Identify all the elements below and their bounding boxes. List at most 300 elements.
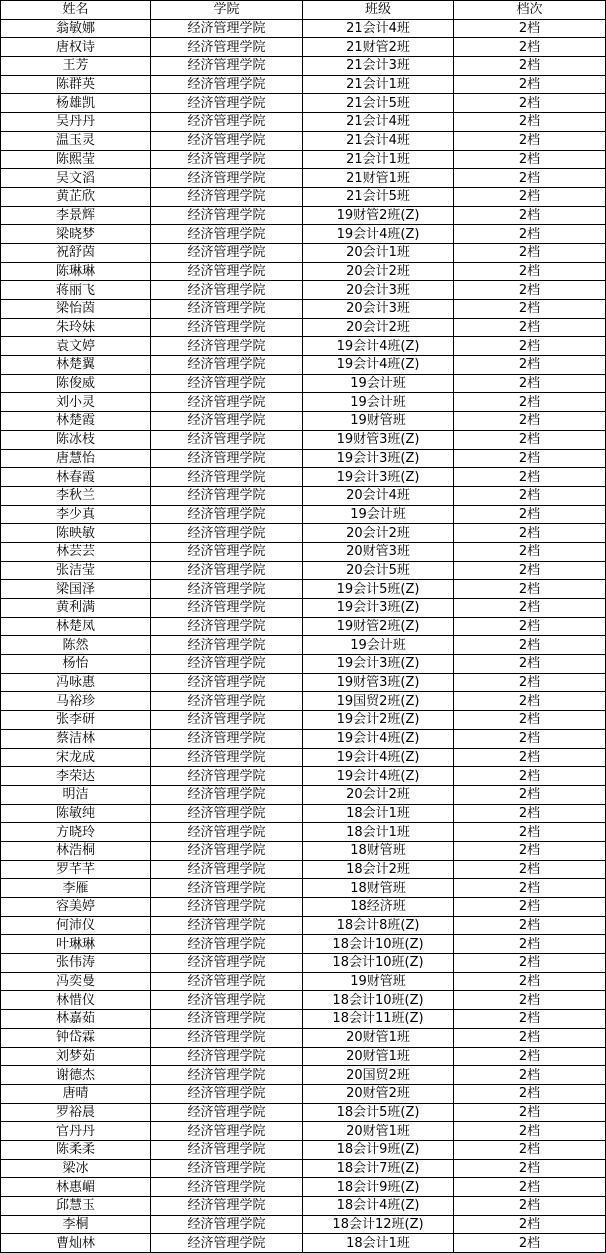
cell-college: 经济管理学院 [151, 57, 303, 76]
table-row [1, 169, 606, 188]
cell-level: 2档 [454, 337, 606, 356]
cell-name: 曹灿林 [1, 1234, 151, 1253]
cell-level: 2档 [454, 972, 606, 991]
cell-college: 经济管理学院 [151, 505, 303, 524]
cell-level: 2档 [454, 412, 606, 431]
cell-name: 杨雄凯 [1, 94, 151, 113]
cell-class: 18会计2班 [303, 860, 454, 879]
cell-college: 经济管理学院 [151, 673, 303, 692]
cell-class: 19财管班 [303, 412, 454, 431]
cell-level: 2档 [454, 879, 606, 898]
cell-name: 李雁 [1, 879, 151, 898]
table-row [1, 916, 606, 935]
cell-level: 2档 [454, 1122, 606, 1141]
header-college: 学院 [151, 1, 303, 20]
cell-class: 19会计班 [303, 636, 454, 655]
cell-name: 陈俊威 [1, 374, 151, 393]
table-row [1, 935, 606, 954]
cell-level: 2档 [454, 468, 606, 487]
cell-name: 林浩桐 [1, 841, 151, 860]
table-row [1, 75, 606, 94]
table-row [1, 1178, 606, 1197]
table-row [1, 823, 606, 842]
table-row [1, 262, 606, 281]
cell-class: 20国贸2班 [303, 1066, 454, 1085]
table-row [1, 1140, 606, 1159]
cell-college: 经济管理学院 [151, 767, 303, 786]
cell-name: 陈然 [1, 636, 151, 655]
cell-college: 经济管理学院 [151, 711, 303, 730]
cell-level: 2档 [454, 729, 606, 748]
cell-name: 李秋兰 [1, 486, 151, 505]
table-row [1, 1028, 606, 1047]
cell-level: 2档 [454, 19, 606, 38]
table-row [1, 617, 606, 636]
cell-name: 陈琳琳 [1, 262, 151, 281]
cell-college: 经济管理学院 [151, 1010, 303, 1029]
cell-college: 经济管理学院 [151, 804, 303, 823]
cell-class: 18会计7班(Z) [303, 1159, 454, 1178]
cell-college: 经济管理学院 [151, 449, 303, 468]
table-row [1, 711, 606, 730]
cell-class: 18会计4班(Z) [303, 1197, 454, 1216]
cell-level: 2档 [454, 1010, 606, 1029]
table-row [1, 300, 606, 319]
cell-class: 20会计5班 [303, 561, 454, 580]
cell-level: 2档 [454, 580, 606, 599]
cell-college: 经济管理学院 [151, 1234, 303, 1253]
table-row [1, 954, 606, 973]
cell-class: 19会计班 [303, 505, 454, 524]
table-row [1, 505, 606, 524]
header-level: 档次 [454, 1, 606, 20]
cell-college: 经济管理学院 [151, 169, 303, 188]
cell-college: 经济管理学院 [151, 243, 303, 262]
cell-class: 21会计4班 [303, 19, 454, 38]
cell-level: 2档 [454, 393, 606, 412]
cell-class: 18会计1班 [303, 804, 454, 823]
cell-college: 经济管理学院 [151, 206, 303, 225]
table-row [1, 524, 606, 543]
cell-name: 陈冰枝 [1, 430, 151, 449]
cell-college: 经济管理学院 [151, 150, 303, 169]
table-row [1, 860, 606, 879]
cell-name: 陈映敏 [1, 524, 151, 543]
cell-name: 刘小灵 [1, 393, 151, 412]
cell-level: 2档 [454, 823, 606, 842]
cell-level: 2档 [454, 524, 606, 543]
cell-level: 2档 [454, 57, 606, 76]
table-row [1, 636, 606, 655]
cell-name: 李荣达 [1, 767, 151, 786]
cell-level: 2档 [454, 318, 606, 337]
table-row [1, 150, 606, 169]
cell-name: 陈柔柔 [1, 1140, 151, 1159]
cell-class: 19财管班 [303, 972, 454, 991]
table-row [1, 430, 606, 449]
table-row [1, 337, 606, 356]
table-row [1, 393, 606, 412]
cell-level: 2档 [454, 841, 606, 860]
cell-college: 经济管理学院 [151, 1215, 303, 1234]
cell-name: 黄芷欣 [1, 187, 151, 206]
table-row [1, 1084, 606, 1103]
cell-level: 2档 [454, 1140, 606, 1159]
cell-class: 18会计9班(Z) [303, 1140, 454, 1159]
cell-class: 21会计3班 [303, 57, 454, 76]
cell-class: 21会计1班 [303, 75, 454, 94]
cell-level: 2档 [454, 75, 606, 94]
cell-college: 经济管理学院 [151, 991, 303, 1010]
table-row [1, 1197, 606, 1216]
cell-level: 2档 [454, 1159, 606, 1178]
cell-level: 2档 [454, 860, 606, 879]
table-row [1, 318, 606, 337]
cell-name: 蔡洁林 [1, 729, 151, 748]
cell-name: 唐晴 [1, 1084, 151, 1103]
table-row [1, 748, 606, 767]
cell-class: 19会计3班(Z) [303, 599, 454, 618]
table-row [1, 879, 606, 898]
cell-class: 19会计班 [303, 393, 454, 412]
cell-name: 陈群英 [1, 75, 151, 94]
cell-class: 19财管2班(Z) [303, 617, 454, 636]
cell-college: 经济管理学院 [151, 1178, 303, 1197]
table-row [1, 206, 606, 225]
cell-college: 经济管理学院 [151, 486, 303, 505]
cell-level: 2档 [454, 262, 606, 281]
cell-name: 林楚翼 [1, 356, 151, 375]
cell-class: 19会计4班(Z) [303, 356, 454, 375]
cell-college: 经济管理学院 [151, 972, 303, 991]
cell-level: 2档 [454, 617, 606, 636]
table-row [1, 580, 606, 599]
cell-name: 陈熙莹 [1, 150, 151, 169]
cell-name: 罗裕晨 [1, 1103, 151, 1122]
table-row [1, 57, 606, 76]
cell-name: 梁怡茵 [1, 300, 151, 319]
table-row [1, 1103, 606, 1122]
cell-level: 2档 [454, 169, 606, 188]
cell-college: 经济管理学院 [151, 468, 303, 487]
table-row [1, 729, 606, 748]
cell-college: 经济管理学院 [151, 300, 303, 319]
cell-level: 2档 [454, 486, 606, 505]
cell-class: 20财管1班 [303, 1047, 454, 1066]
table-row [1, 187, 606, 206]
cell-level: 2档 [454, 1178, 606, 1197]
cell-name: 朱玲妹 [1, 318, 151, 337]
cell-name: 林惠嵋 [1, 1178, 151, 1197]
cell-name: 蒋丽飞 [1, 281, 151, 300]
cell-level: 2档 [454, 711, 606, 730]
table-row [1, 542, 606, 561]
cell-college: 经济管理学院 [151, 412, 303, 431]
cell-name: 官丹丹 [1, 1122, 151, 1141]
table-row [1, 19, 606, 38]
cell-college: 经济管理学院 [151, 75, 303, 94]
cell-college: 经济管理学院 [151, 636, 303, 655]
cell-college: 经济管理学院 [151, 916, 303, 935]
cell-level: 2档 [454, 954, 606, 973]
cell-level: 2档 [454, 1234, 606, 1253]
table-row [1, 94, 606, 113]
cell-level: 2档 [454, 131, 606, 150]
cell-college: 经济管理学院 [151, 187, 303, 206]
cell-class: 18会计1班 [303, 823, 454, 842]
cell-level: 2档 [454, 1215, 606, 1234]
cell-level: 2档 [454, 692, 606, 711]
cell-level: 2档 [454, 430, 606, 449]
cell-name: 容美婷 [1, 898, 151, 917]
cell-name: 张李研 [1, 711, 151, 730]
cell-college: 经济管理学院 [151, 954, 303, 973]
cell-college: 经济管理学院 [151, 617, 303, 636]
cell-level: 2档 [454, 898, 606, 917]
cell-college: 经济管理学院 [151, 1159, 303, 1178]
cell-class: 21财管1班 [303, 169, 454, 188]
header-name: 姓名 [1, 1, 151, 20]
cell-level: 2档 [454, 449, 606, 468]
cell-class: 21会计1班 [303, 150, 454, 169]
cell-name: 梁国泽 [1, 580, 151, 599]
cell-name: 黄利满 [1, 599, 151, 618]
cell-level: 2档 [454, 561, 606, 580]
table-row [1, 898, 606, 917]
cell-class: 19会计3班(Z) [303, 655, 454, 674]
cell-college: 经济管理学院 [151, 1103, 303, 1122]
cell-name: 翁敏娜 [1, 19, 151, 38]
cell-college: 经济管理学院 [151, 281, 303, 300]
cell-class: 18经济班 [303, 898, 454, 917]
table-row [1, 1122, 606, 1141]
cell-college: 经济管理学院 [151, 318, 303, 337]
cell-level: 2档 [454, 187, 606, 206]
cell-name: 邱慧玉 [1, 1197, 151, 1216]
cell-class: 19财管3班(Z) [303, 673, 454, 692]
cell-class: 19国贸2班(Z) [303, 692, 454, 711]
cell-level: 2档 [454, 225, 606, 244]
cell-level: 2档 [454, 673, 606, 692]
cell-class: 20会计3班 [303, 281, 454, 300]
cell-class: 20会计4班 [303, 486, 454, 505]
cell-name: 林惜仪 [1, 991, 151, 1010]
cell-college: 经济管理学院 [151, 935, 303, 954]
cell-level: 2档 [454, 542, 606, 561]
cell-college: 经济管理学院 [151, 729, 303, 748]
cell-level: 2档 [454, 374, 606, 393]
cell-class: 18会计9班(Z) [303, 1178, 454, 1197]
table-row [1, 131, 606, 150]
cell-class: 18会计10班(Z) [303, 954, 454, 973]
cell-class: 20会计2班 [303, 318, 454, 337]
cell-level: 2档 [454, 1028, 606, 1047]
cell-college: 经济管理学院 [151, 38, 303, 57]
cell-name: 林嘉茹 [1, 1010, 151, 1029]
cell-class: 20会计2班 [303, 785, 454, 804]
cell-name: 唐权诗 [1, 38, 151, 57]
cell-college: 经济管理学院 [151, 113, 303, 132]
cell-class: 20财管1班 [303, 1028, 454, 1047]
cell-name: 马裕珍 [1, 692, 151, 711]
cell-class: 20会计2班 [303, 262, 454, 281]
cell-level: 2档 [454, 655, 606, 674]
cell-name: 杨怡 [1, 655, 151, 674]
cell-college: 经济管理学院 [151, 1197, 303, 1216]
cell-level: 2档 [454, 38, 606, 57]
table-row [1, 785, 606, 804]
cell-level: 2档 [454, 916, 606, 935]
cell-class: 18财管班 [303, 841, 454, 860]
cell-level: 2档 [454, 505, 606, 524]
cell-name: 刘梦茹 [1, 1047, 151, 1066]
table-row [1, 1159, 606, 1178]
cell-college: 经济管理学院 [151, 898, 303, 917]
table-row [1, 38, 606, 57]
cell-class: 19会计3班(Z) [303, 468, 454, 487]
cell-name: 宋龙成 [1, 748, 151, 767]
cell-class: 19会计4班(Z) [303, 337, 454, 356]
cell-college: 经济管理学院 [151, 1047, 303, 1066]
cell-class: 20会计1班 [303, 243, 454, 262]
cell-college: 经济管理学院 [151, 225, 303, 244]
cell-name: 钟岱霖 [1, 1028, 151, 1047]
cell-level: 2档 [454, 356, 606, 375]
cell-level: 2档 [454, 1084, 606, 1103]
cell-college: 经济管理学院 [151, 524, 303, 543]
cell-class: 18会计10班(Z) [303, 991, 454, 1010]
cell-name: 李桐 [1, 1215, 151, 1234]
table-row [1, 374, 606, 393]
cell-college: 经济管理学院 [151, 337, 303, 356]
table-row [1, 412, 606, 431]
cell-level: 2档 [454, 150, 606, 169]
cell-name: 梁冰 [1, 1159, 151, 1178]
cell-class: 19会计5班(Z) [303, 580, 454, 599]
cell-level: 2档 [454, 748, 606, 767]
cell-name: 林楚凤 [1, 617, 151, 636]
cell-class: 18会计11班(Z) [303, 1010, 454, 1029]
cell-level: 2档 [454, 636, 606, 655]
table-row [1, 673, 606, 692]
table-row [1, 1047, 606, 1066]
cell-class: 21会计5班 [303, 187, 454, 206]
header-row [1, 1, 606, 20]
cell-college: 经济管理学院 [151, 1140, 303, 1159]
table-row [1, 1234, 606, 1253]
cell-class: 19会计3班(Z) [303, 449, 454, 468]
cell-name: 李景辉 [1, 206, 151, 225]
cell-class: 19会计班 [303, 374, 454, 393]
cell-name: 方晓玲 [1, 823, 151, 842]
cell-class: 19财管2班(Z) [303, 206, 454, 225]
cell-class: 20财管1班 [303, 1122, 454, 1141]
cell-class: 20会计3班 [303, 300, 454, 319]
cell-college: 经济管理学院 [151, 131, 303, 150]
table-row [1, 1010, 606, 1029]
cell-name: 冯咏惠 [1, 673, 151, 692]
cell-class: 18财管班 [303, 879, 454, 898]
cell-class: 18会计1班 [303, 1234, 454, 1253]
cell-name: 叶琳琳 [1, 935, 151, 954]
cell-class: 19会计2班(Z) [303, 711, 454, 730]
cell-class: 18会计12班(Z) [303, 1215, 454, 1234]
table-row [1, 468, 606, 487]
table-row [1, 599, 606, 618]
cell-level: 2档 [454, 1103, 606, 1122]
header-class: 班级 [303, 1, 454, 20]
cell-class: 19会计4班(Z) [303, 729, 454, 748]
cell-name: 唐慧怡 [1, 449, 151, 468]
cell-class: 19财管3班(Z) [303, 430, 454, 449]
cell-class: 21会计4班 [303, 113, 454, 132]
table-row [1, 767, 606, 786]
cell-class: 18会计5班(Z) [303, 1103, 454, 1122]
cell-name: 明洁 [1, 785, 151, 804]
cell-college: 经济管理学院 [151, 841, 303, 860]
cell-name: 何沛仪 [1, 916, 151, 935]
cell-college: 经济管理学院 [151, 879, 303, 898]
table-row [1, 1066, 606, 1085]
cell-level: 2档 [454, 599, 606, 618]
cell-college: 经济管理学院 [151, 1084, 303, 1103]
cell-name: 张伟涛 [1, 954, 151, 973]
cell-level: 2档 [454, 1197, 606, 1216]
cell-class: 21会计5班 [303, 94, 454, 113]
cell-level: 2档 [454, 804, 606, 823]
cell-name: 吴文滔 [1, 169, 151, 188]
cell-class: 21财管2班 [303, 38, 454, 57]
cell-level: 2档 [454, 113, 606, 132]
table-row [1, 804, 606, 823]
cell-college: 经济管理学院 [151, 542, 303, 561]
cell-class: 20会计2班 [303, 524, 454, 543]
cell-name: 张洁莹 [1, 561, 151, 580]
cell-class: 19会计4班(Z) [303, 225, 454, 244]
cell-level: 2档 [454, 1066, 606, 1085]
cell-college: 经济管理学院 [151, 356, 303, 375]
cell-name: 温玉灵 [1, 131, 151, 150]
table-row [1, 692, 606, 711]
table-row [1, 1215, 606, 1234]
table-row [1, 655, 606, 674]
cell-college: 经济管理学院 [151, 1066, 303, 1085]
table-row [1, 113, 606, 132]
cell-class: 20财管3班 [303, 542, 454, 561]
cell-class: 20财管2班 [303, 1084, 454, 1103]
cell-college: 经济管理学院 [151, 823, 303, 842]
cell-college: 经济管理学院 [151, 692, 303, 711]
cell-name: 吴丹丹 [1, 113, 151, 132]
cell-name: 陈敏纯 [1, 804, 151, 823]
cell-level: 2档 [454, 206, 606, 225]
cell-name: 林楚霞 [1, 412, 151, 431]
cell-level: 2档 [454, 991, 606, 1010]
cell-level: 2档 [454, 243, 606, 262]
cell-level: 2档 [454, 767, 606, 786]
cell-college: 经济管理学院 [151, 1028, 303, 1047]
cell-name: 冯奕曼 [1, 972, 151, 991]
cell-name: 林春霞 [1, 468, 151, 487]
cell-name: 袁文婷 [1, 337, 151, 356]
table-row [1, 972, 606, 991]
cell-class: 19会计4班(Z) [303, 767, 454, 786]
table-row [1, 281, 606, 300]
cell-college: 经济管理学院 [151, 860, 303, 879]
cell-name: 罗芊芊 [1, 860, 151, 879]
table-row [1, 356, 606, 375]
cell-class: 18会计8班(Z) [303, 916, 454, 935]
